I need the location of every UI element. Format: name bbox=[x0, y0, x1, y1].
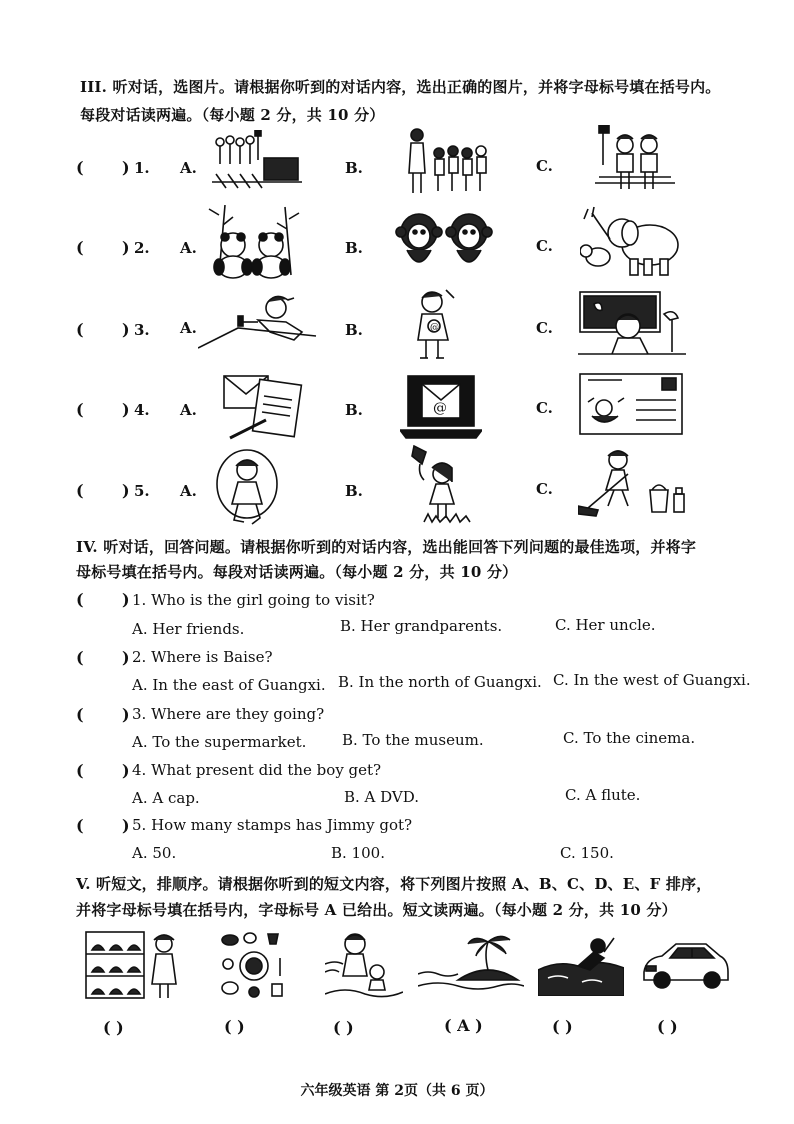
answer-paren-open[interactable]: ( bbox=[76, 320, 84, 339]
monkeys-picture bbox=[395, 210, 495, 272]
option-b[interactable]: B. A DVD. bbox=[344, 788, 420, 806]
answer-paren-close[interactable]: ) bbox=[122, 590, 130, 609]
option-a[interactable]: A. 50. bbox=[132, 844, 177, 862]
section5-title-line2: 并将字母标号填在括号内，字母标号 A 已给出。短文读两遍。（每小题 2 分，共 10 分） bbox=[76, 901, 677, 919]
question-number: 3. bbox=[134, 321, 150, 339]
option-label-b: B. bbox=[345, 482, 363, 500]
answer-paren-close[interactable]: ) bbox=[122, 320, 130, 339]
order-answer-5[interactable]: ( ) bbox=[552, 1017, 573, 1036]
question-text: 5. How many stamps has Jimmy got? bbox=[132, 816, 413, 834]
postcard-picture bbox=[578, 372, 684, 436]
answer-paren-open[interactable]: ( bbox=[76, 816, 84, 835]
option-label-b: B. bbox=[345, 159, 363, 177]
answer-paren-close[interactable]: ) bbox=[122, 816, 130, 835]
section4-title-line1: IV. 听对话，回答问题。请根据你听到的对话内容，选出能回答下列问题的最佳选项，并将字 bbox=[76, 538, 697, 556]
answer-paren-open[interactable]: ( bbox=[76, 590, 84, 609]
option-b[interactable]: B. Her grandparents. bbox=[340, 617, 503, 635]
question-text: 2. Where is Baise? bbox=[132, 648, 273, 666]
teacher-with-children-picture bbox=[405, 125, 490, 195]
section3-title-line1: III. 听对话，选图片。请根据你听到的对话内容，选出正确的图片，并将字母标号填在括号内。 bbox=[80, 78, 721, 96]
svg-text:@: @ bbox=[430, 323, 439, 333]
children-on-beach-picture bbox=[325, 928, 403, 1002]
boy-mopping-picture bbox=[578, 446, 688, 518]
children-with-flag-picture bbox=[595, 125, 675, 195]
option-label-c: C. bbox=[536, 319, 553, 337]
answer-paren-close[interactable]: ) bbox=[122, 238, 130, 257]
option-a[interactable]: A. Her friends. bbox=[132, 620, 245, 638]
food-items-picture bbox=[218, 930, 288, 1000]
question-number: 2. bbox=[134, 239, 150, 257]
answer-paren-open[interactable]: ( bbox=[76, 238, 84, 257]
answer-paren-open[interactable]: ( bbox=[76, 481, 84, 500]
question-text: 4. What present did the boy get? bbox=[132, 761, 382, 779]
children-crossing-road-picture bbox=[212, 130, 302, 190]
girl-with-email-picture bbox=[410, 288, 460, 360]
question-text: 3. Where are they going? bbox=[132, 705, 325, 723]
order-answer-1[interactable]: ( ) bbox=[103, 1018, 124, 1037]
pandas-bamboo-picture bbox=[205, 205, 300, 280]
option-b[interactable]: B. To the museum. bbox=[342, 731, 484, 749]
option-a[interactable]: A. In the east of Guangxi. bbox=[132, 676, 326, 694]
option-label-c: C. bbox=[536, 237, 553, 255]
option-label-a: A. bbox=[180, 319, 197, 337]
answer-paren-open[interactable]: ( bbox=[76, 761, 84, 780]
swimmer-picture bbox=[538, 930, 624, 996]
answer-paren-close[interactable]: ) bbox=[122, 761, 130, 780]
option-b[interactable]: B. In the north of Guangxi. bbox=[338, 673, 542, 691]
girl-writing-picture bbox=[198, 292, 318, 352]
option-label-b: B. bbox=[345, 321, 363, 339]
hat-shop-picture bbox=[84, 930, 182, 1000]
answer-paren-open[interactable]: ( bbox=[76, 158, 84, 177]
answer-paren-close[interactable]: ) bbox=[122, 158, 130, 177]
section3-title-line2: 每段对话读两遍。（每小题 2 分，共 10 分） bbox=[80, 106, 385, 124]
option-c[interactable]: C. To the cinema. bbox=[563, 729, 696, 747]
answer-paren-open[interactable]: ( bbox=[76, 705, 84, 724]
option-label-a: A. bbox=[180, 482, 197, 500]
question-number: 5. bbox=[134, 482, 150, 500]
order-answer-2[interactable]: ( ) bbox=[224, 1017, 245, 1036]
option-label-c: C. bbox=[536, 480, 553, 498]
elephants-picture bbox=[580, 205, 685, 277]
question-number: 1. bbox=[134, 159, 150, 177]
question-number: 4. bbox=[134, 401, 150, 419]
section4-title-line2: 母标号填在括号内。每段对话读两遍。（每小题 2 分，共 10 分） bbox=[76, 563, 518, 581]
question-text: 1. Who is the girl going to visit? bbox=[132, 591, 375, 609]
answer-paren-close[interactable]: ) bbox=[122, 705, 130, 724]
laptop-email-picture bbox=[400, 374, 482, 440]
answer-paren-open[interactable]: ( bbox=[76, 400, 84, 419]
answer-paren-close[interactable]: ) bbox=[122, 400, 130, 419]
option-label-a: A. bbox=[180, 239, 197, 257]
option-label-c: C. bbox=[536, 399, 553, 417]
option-c[interactable]: C. A flute. bbox=[565, 786, 641, 804]
island-picture bbox=[418, 930, 524, 996]
option-c[interactable]: C. In the west of Guangxi. bbox=[553, 671, 751, 689]
option-b[interactable]: B. 100. bbox=[331, 844, 385, 862]
girl-skipping-picture bbox=[214, 448, 280, 528]
order-answer-3[interactable]: ( ) bbox=[333, 1018, 354, 1037]
answer-paren-open[interactable]: ( bbox=[76, 648, 84, 667]
answer-paren-close[interactable]: ) bbox=[122, 648, 130, 667]
option-a[interactable]: A. A cap. bbox=[132, 789, 200, 807]
page-footer: 六年级英语 第 2页（共 6 页） bbox=[300, 1083, 494, 1099]
option-label-a: A. bbox=[180, 159, 197, 177]
girl-flying-kite-picture bbox=[410, 444, 474, 526]
section5-title-line1: V. 听短文，排顺序。请根据你听到的短文内容，将下列图片按照 A、B、C、D、E、F 排序， bbox=[76, 875, 712, 893]
option-label-c: C. bbox=[536, 157, 553, 175]
letter-envelope-picture bbox=[222, 372, 304, 442]
boy-at-window-picture bbox=[578, 290, 686, 358]
option-label-a: A. bbox=[180, 401, 197, 419]
option-c[interactable]: C. Her uncle. bbox=[555, 616, 656, 634]
option-label-b: B. bbox=[345, 401, 363, 419]
car-picture bbox=[640, 938, 730, 994]
option-a[interactable]: A. To the supermarket. bbox=[132, 733, 307, 751]
order-answer-6[interactable]: ( ) bbox=[657, 1017, 678, 1036]
answer-paren-close[interactable]: ) bbox=[122, 481, 130, 500]
svg-text:@: @ bbox=[433, 400, 447, 416]
order-answer-4[interactable]: ( A ) bbox=[444, 1016, 483, 1035]
option-label-b: B. bbox=[345, 239, 363, 257]
option-c[interactable]: C. 150. bbox=[560, 844, 614, 862]
